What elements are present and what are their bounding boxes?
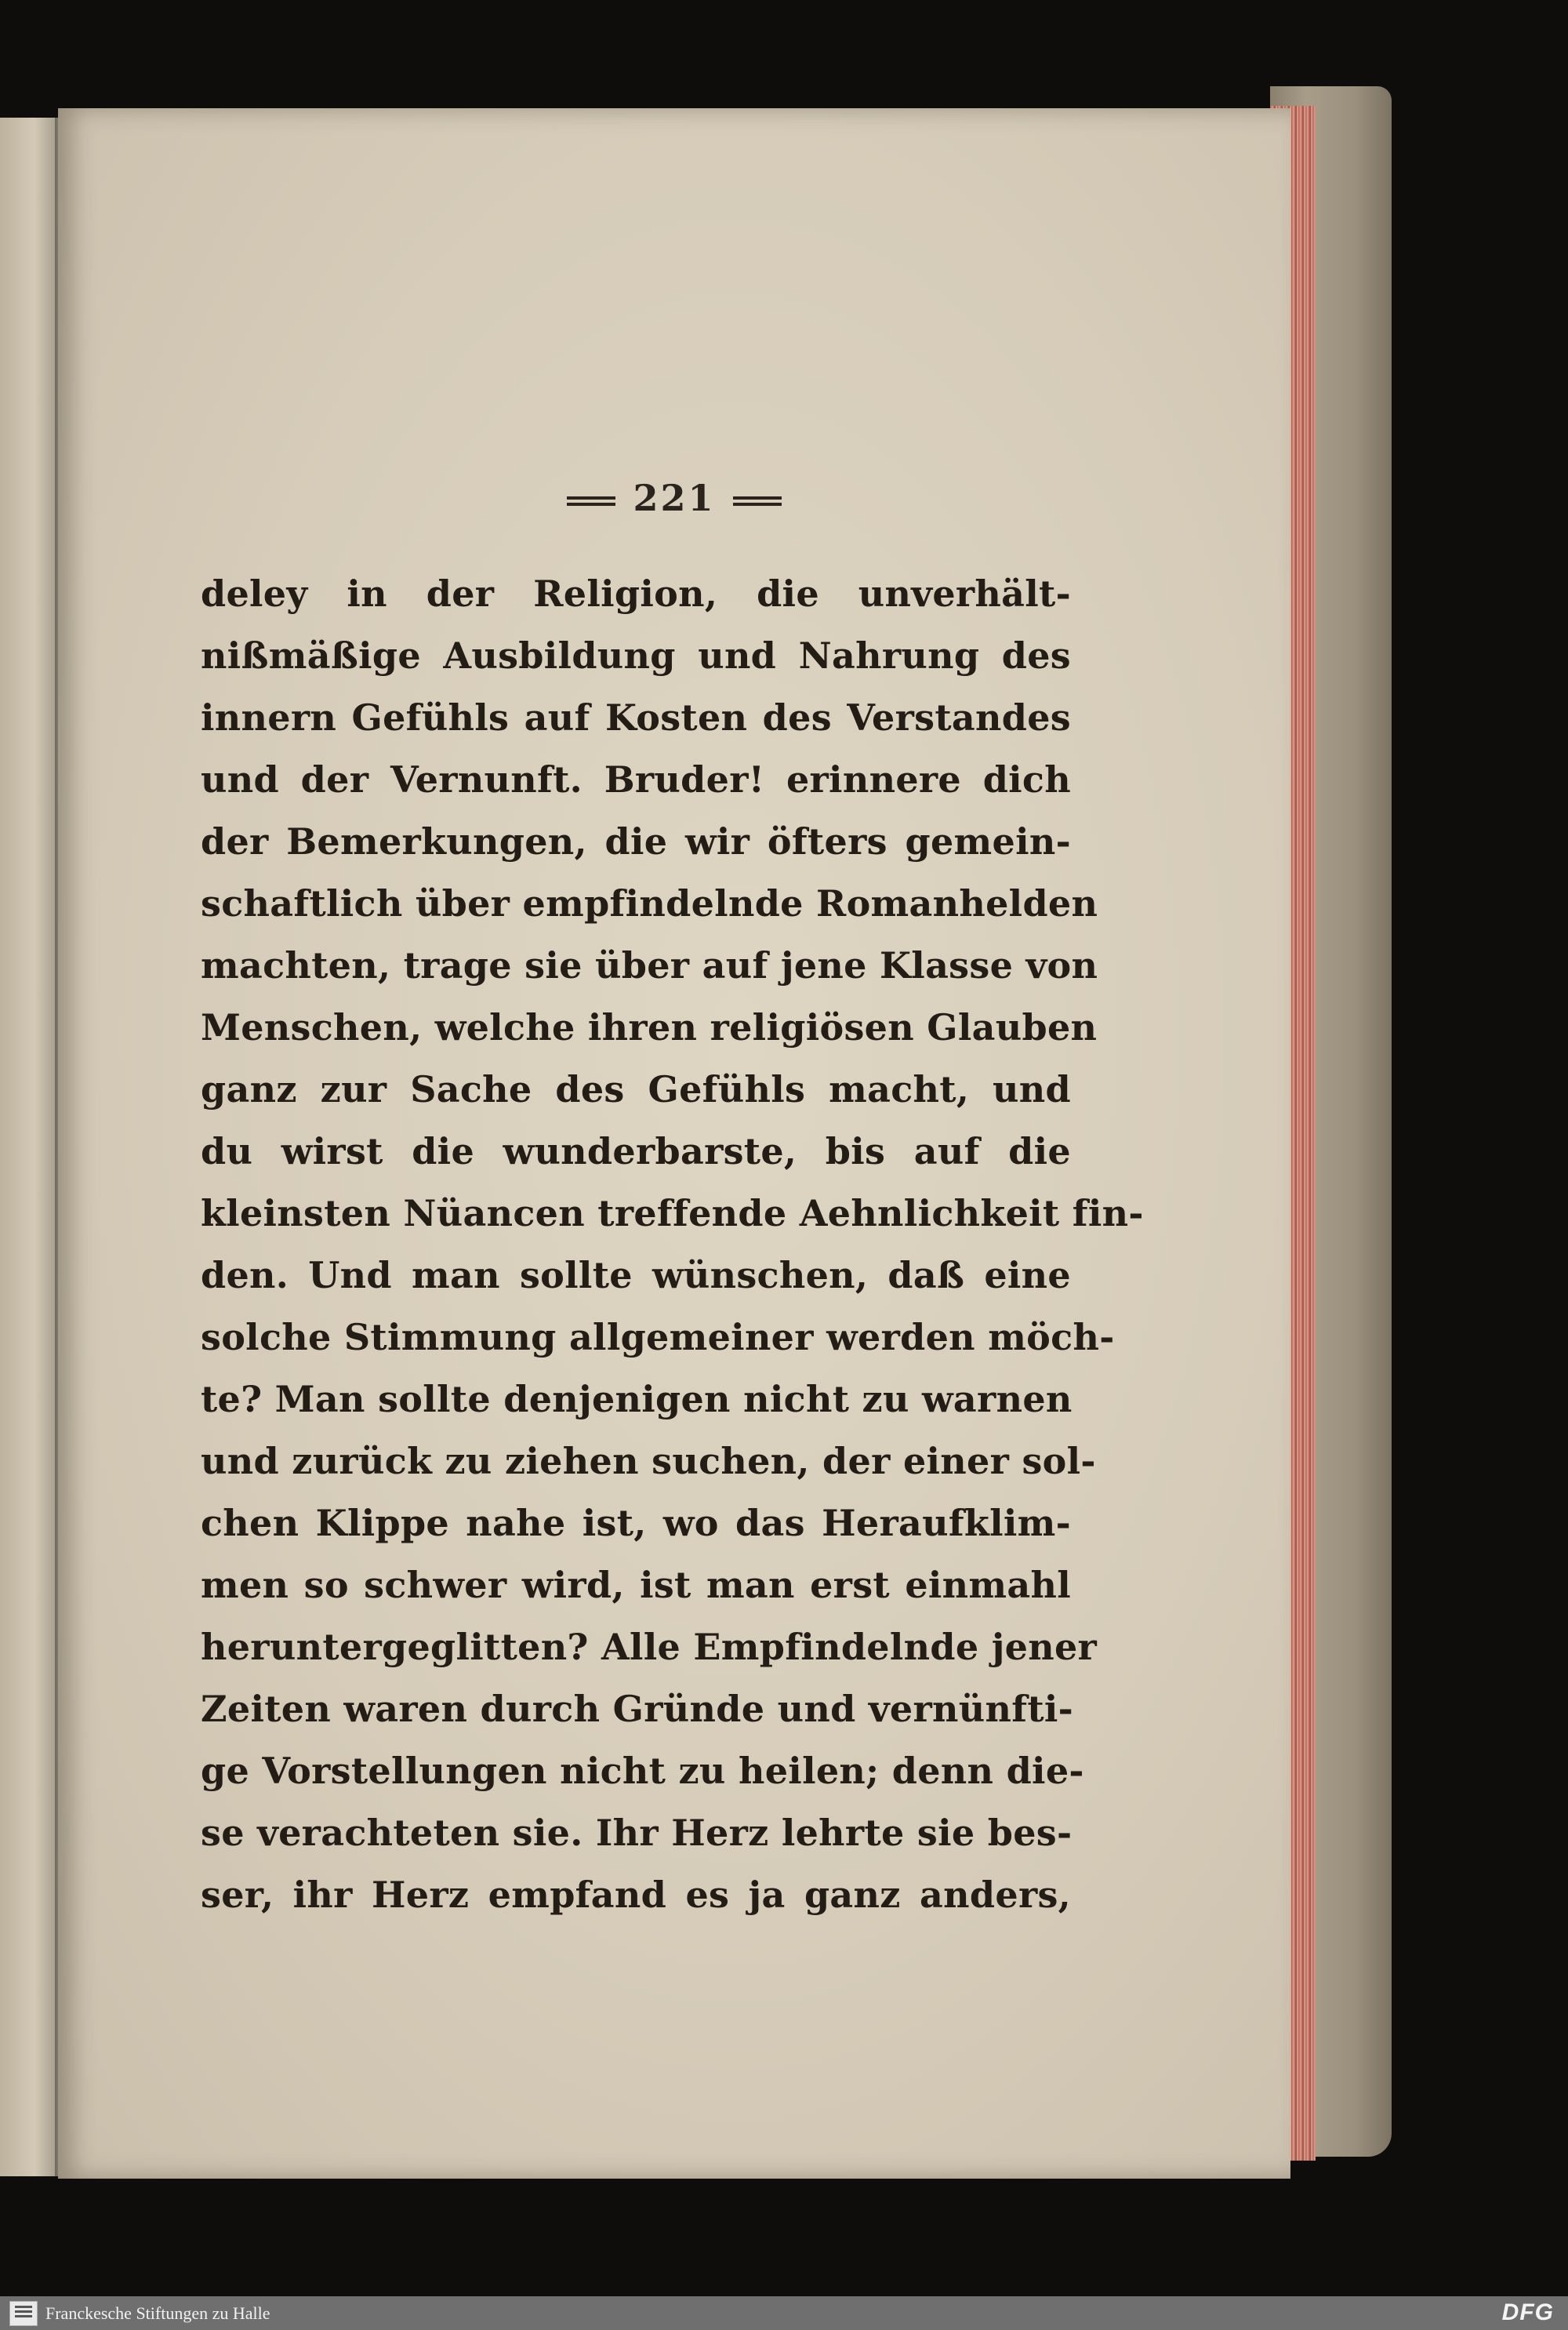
text-line: der Bemerkungen, die wir öfters gemein- xyxy=(201,820,1071,863)
left-page-edge xyxy=(0,118,63,2176)
header-rule-right xyxy=(733,496,782,506)
francke-logo-icon xyxy=(9,2301,38,2326)
text-line: innern Gefühls auf Kosten des Verstandes xyxy=(201,696,1071,739)
text-line: Zeiten waren durch Gründe und vernünfti- xyxy=(201,1688,1074,1730)
text-line: solche Stimmung allgemeiner werden möch- xyxy=(201,1316,1115,1358)
text-line: ge Vorstellungen nicht zu heilen; denn die- xyxy=(201,1750,1084,1792)
footer-institution: Franckesche Stiftungen zu Halle xyxy=(45,2303,270,2323)
text-line: Menschen, welche ihren religiösen Glauben xyxy=(201,1006,1098,1049)
text-line: kleinsten Nüancen treffende Aehnlichkeit fin- xyxy=(201,1192,1144,1234)
text-line: und zurück zu ziehen suchen, der einer sol- xyxy=(201,1440,1096,1482)
text-line: nißmäßige Ausbildung und Nahrung des xyxy=(201,634,1071,677)
text-line: ganz zur Sache des Gefühls macht, und xyxy=(201,1068,1071,1110)
body-text xyxy=(201,563,1144,1926)
text-line: heruntergeglitten? Alle Empfindelnde jener xyxy=(201,1626,1098,1668)
text-line: men so schwer wird, ist man erst einmahl xyxy=(201,1564,1071,1606)
text-line: deley in der Religion, die unverhält- xyxy=(201,573,1071,615)
text-line: te? Man sollte denjenigen nicht zu warnen xyxy=(201,1378,1073,1420)
header-rule-left xyxy=(567,496,615,506)
text-line: machten, trage sie über auf jene Klasse von xyxy=(201,944,1098,987)
text-line: du wirst die wunderbarste, bis auf die xyxy=(201,1130,1071,1172)
book-page xyxy=(58,108,1290,2179)
footer-bar xyxy=(0,2296,1568,2330)
text-line: und der Vernunft. Bruder! erinnere dich xyxy=(201,758,1071,801)
text-line: den. Und man sollte wünschen, daß eine xyxy=(201,1254,1071,1296)
dfg-logo: DFG xyxy=(1501,2299,1554,2325)
page-number: 221 xyxy=(633,477,716,519)
page-header xyxy=(58,477,1290,519)
text-line: ser, ihr Herz empfand es ja ganz anders, xyxy=(201,1874,1071,1916)
text-line: schaftlich über empfindelnde Romanhelden xyxy=(201,882,1098,925)
text-line: chen Klippe nahe ist, wo das Heraufklim- xyxy=(201,1502,1071,1544)
text-line: se verachteten sie. Ihr Herz lehrte sie bes- xyxy=(201,1812,1073,1854)
